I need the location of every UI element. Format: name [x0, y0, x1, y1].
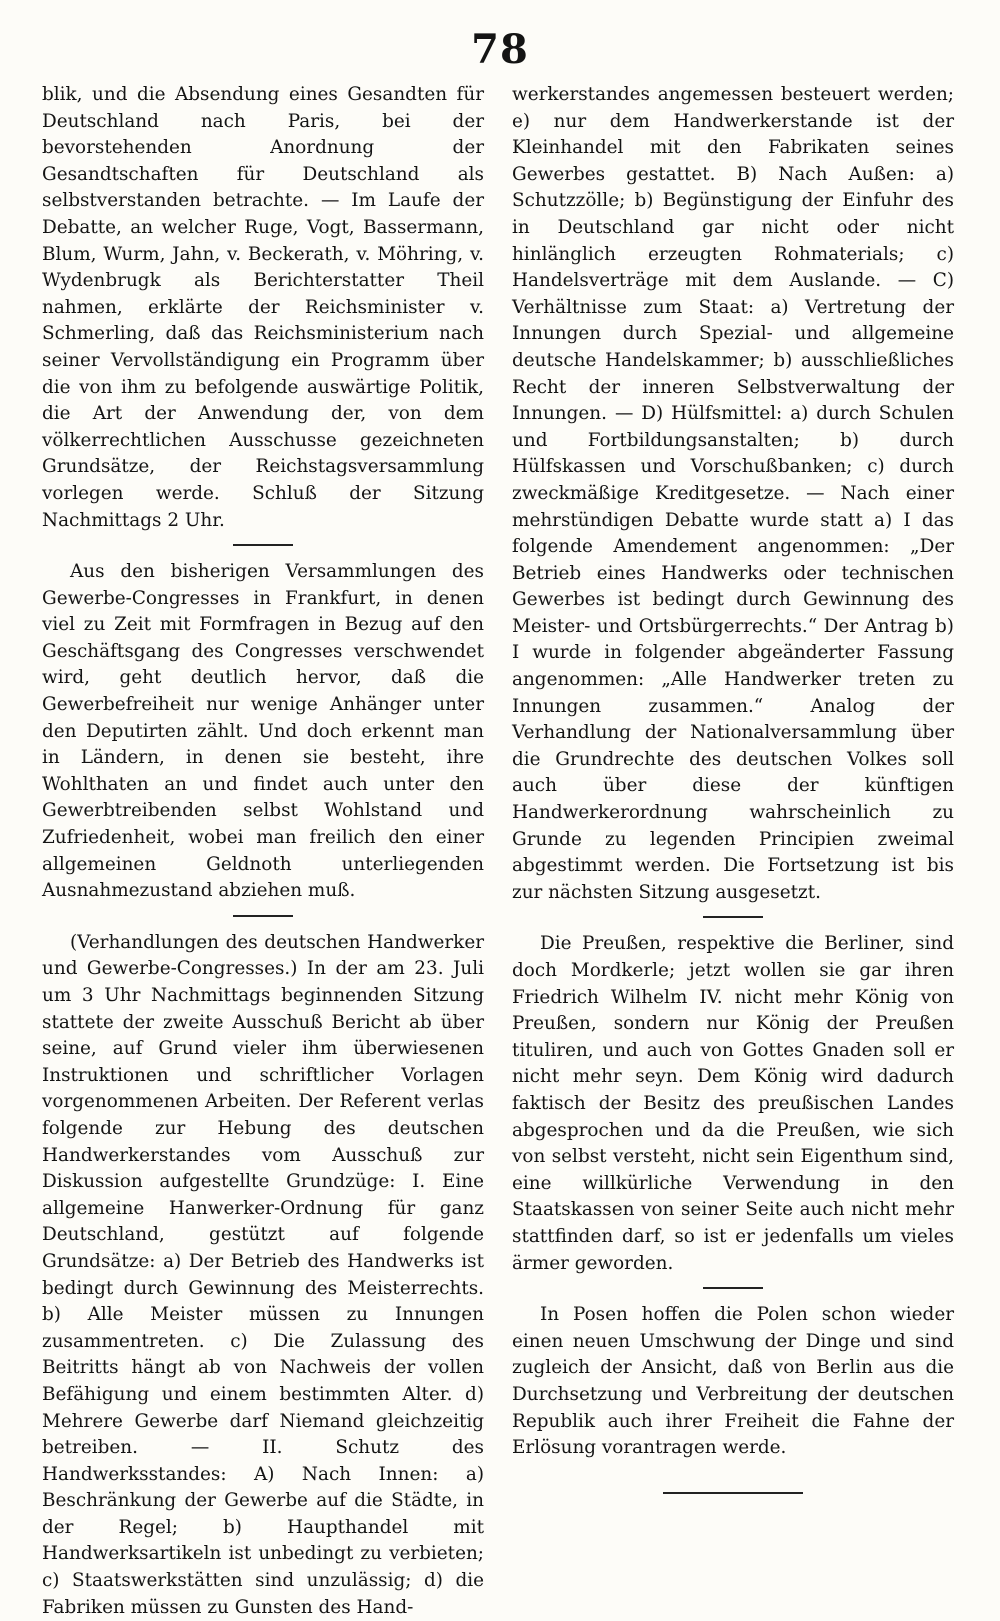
craftsmen-continuation-paragraph: werkerstandes angemessen besteuert werden; e) nur dem Handwerkerstande ist der Kleinhandel mit den Fabrikaten seines Gewerbes gestattet. B) Nach Außen: a) Schutzzölle; b) Begünstigung der Einfuhr des in Deutschland gar nicht oder nicht hinlänglich erzeugten Rohmaterials; c) Handelsverträge mit dem Auslande. — C) Verhältnisse zum Staat: a) Vertretung der Innungen durch Spezial- und allgemeine deutsche Handelskammer; b) ausschließliches Recht der inneren Selbstverwaltung der Innungen. — D) Hülfsmittel: a) durch Schulen und Fortbildungsanstalten; b) durch Hülfskassen und Vorschußbanken; c) durch zweckmäßige Kreditgesetze. — Nach einer mehrstündigen Debatte wurde statt a) I das folgende Amendement angenommen: „Der Betrieb eines Handwerks oder technischen Gewerbes ist bedingt durch Gewinnung des Meister- und Ortsbürgerrechts.“ Der Antrag b) I wurde in folgender abgeänderter Fassung angenommen: „Alle Handwerker treten zu Innungen zusammen.“ Analog der Verhandlung der Nationalversammlung über die Grundrechte des deutschen Volkes soll auch über diese der künftigen Handwerkerordnung wahrscheinlich zu Grunde zu legenden Principien zweimal abgestimmt werden. Die Fortsetzung ist bis zur nächsten Sitzung ausgesetzt. [512, 84, 954, 903]
posen-paragraph: In Posen hoffen die Polen schon wieder einen neuen Umschwung der Dinge und sind zugleich der Ansicht, daß von Berlin aus die Durchsetzung und Verbreitung der deutschen Republik auch ihrer Freiheit die Fahne der Erlösung vorantragen werde. [512, 1304, 954, 1459]
section-divider [233, 915, 293, 917]
right-column [512, 82, 954, 1494]
left-column [42, 82, 484, 1621]
closing-rule [663, 1492, 803, 1494]
trade-congress-paragraph: Aus den bisherigen Versammlungen des Gewerbe-Congresses in Frankfurt, in denen viel zu Zeit mit Formfragen in Bezug auf den Geschäftsgang des Congresses verschwendet wird, geht deutlich hervor, daß die Gewerbefreiheit nur wenige Anhänger unter den Deputirten zählt. Und doch erkennt man in Ländern, in denen sie besteht, ihre Wohlthaten an und findet auch unter den Gewerbtreibenden selbst Wohlstand und Zufriedenheit, wobei man freilich den einer allgemeinen Geldnoth unterliegenden Ausnahmezustand abziehen muß. [42, 561, 484, 902]
parliament-debate-paragraph: blik, und die Absendung eines Gesandten für Deutschland nach Paris, bei der bevorstehenden Anordnung der Gesandtschaften für Deutschland als selbstverstanden betrachte. — Im Laufe der Debatte, an welcher Ruge, Vogt, Bassermann, Blum, Wurm, Jahn, v. Beckerath, v. Möhring, v. Wydenbrugk als Berichterstatter Theil nahmen, erklärte der Reichsminister v. Schmerling, daß das Reichsministerium nach seiner Vervollständigung ein Programm über die von ihm zu befolgende auswärtige Politik, die Art der Anwendung der, von dem völkerrechtlichen Ausschusse gezeichneten Grundsätze, der Reichstagsversammlung vorlegen werde. Schluß der Sitzung Nachmittags 2 Uhr. [42, 84, 484, 531]
page-number: 78 [471, 26, 529, 73]
section-divider [233, 544, 293, 546]
prussia-paragraph: Die Preußen, respektive die Berliner, sind doch Mordkerle; jetzt wollen sie gar ihren Friedrich Wilhelm IV. nicht mehr König von Preußen, sondern nur König der Preußen tituliren, und auch von Gottes Gnaden soll er nicht mehr seyn. Dem König wird dadurch faktisch der Besitz des preußischen Landes abgesprochen und da die Preußen, wie sich von selbst versteht, nicht sein Eigenthum sind, eine willkürliche Verwendung in den Staatskassen von seiner Seite auch nicht mehr stattfinden darf, so ist er jedenfalls um vieles ärmer geworden. [512, 933, 954, 1274]
section-divider [703, 1287, 763, 1289]
section-divider [703, 916, 763, 918]
craftsmen-congress-paragraph: (Verhandlungen des deutschen Handwerker und Gewerbe-Congresses.) In der am 23. Juli um 3 Uhr Nachmittags beginnenden Sitzung stattete der zweite Ausschuß Bericht ab über seine, auf Grund vieler ihm überwiesenen Instruktionen und schriftlicher Vorlagen vorgenommenen Arbeiten. Der Referent verlas folgende zur Hebung des deutschen Handwerkerstandes vom Ausschuß zur Diskussion aufgestellte Grundzüge: I. Eine allgemeine Hanwerker-Ordnung für ganz Deutschland, gestützt auf folgende Grundsätze: a) Der Betrieb des Handwerks ist bedingt durch Gewinnung des Meisterrechts. b) Alle Meister müssen zu Innungen zusammentreten. c) Die Zulassung des Beitritts hängt ab von Nachweis der vollen Befähigung und einem bestimmten Alter. d) Mehrere Gewerbe darf Niemand gleichzeitig betreiben. — II. Schutz des Handwerksstandes: A) Nach Innen: a) Beschränkung der Gewerbe auf die Städte, in der Regel; b) Haupthandel mit Handwerksartikeln ist unbedingt zu verbieten; c) Staatswerkstätten sind unzulässig; d) die Fabriken müssen zu Gunsten des Hand- [42, 931, 484, 1618]
